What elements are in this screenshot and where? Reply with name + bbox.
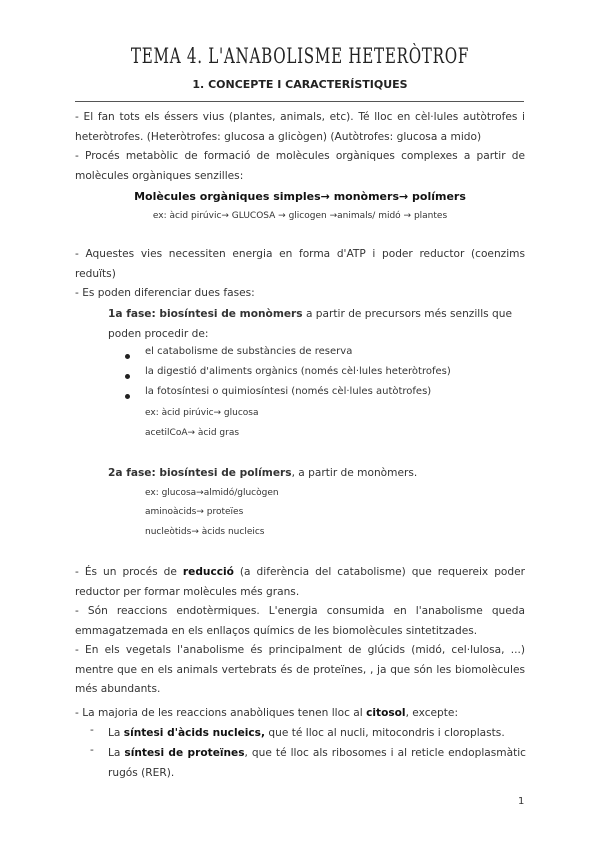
dash-icon: - <box>90 744 94 756</box>
bold-term: síntesi d'àcids nucleics, <box>123 727 266 739</box>
text: , excepte: <box>405 707 459 719</box>
paragraph-3: - Aquestes vies necessiten energia en forma d'ATP i poder reductor (coenzims reduïts) <box>75 248 525 280</box>
example-line: acetilCoA→ àcid gras <box>145 428 240 438</box>
list-item: la fotosíntesi o quimiosíntesi (només cèl·lules autòtrofes) <box>145 386 432 397</box>
bullet-icon <box>125 354 130 359</box>
phase-2 <box>108 464 526 484</box>
list-item: el catabolisme de substàncies de reserva <box>145 346 353 357</box>
divider <box>75 101 524 102</box>
section-heading: 1. CONCEPTE I CARACTERÍSTIQUES <box>192 78 408 91</box>
key-example: ex: àcid pirúvic→ GLUCOSA → glicogen →animals/ midó → plantes <box>152 211 448 221</box>
bold-term: síntesi de proteïnes <box>124 747 245 759</box>
key-sequence: Molècules orgàniques simples→ monòmers→ polímers <box>134 190 466 203</box>
paragraph-8 <box>75 704 525 724</box>
text: La <box>108 747 125 759</box>
phase-1 <box>108 305 526 344</box>
bold-term: citosol <box>366 707 406 719</box>
list-item: la digestió d'aliments orgànics (només cèl·lules heteròtrofes) <box>145 366 451 377</box>
text: , que té lloc als ribosomes i al reticle endoplasmàtic rugós (RER). <box>108 747 527 779</box>
example-line: aminoàcids→ proteïes <box>145 507 244 517</box>
exception-2 <box>108 744 526 783</box>
page-number: 1 <box>518 796 525 807</box>
paragraph-5 <box>75 563 525 602</box>
text: que té lloc al nucli, mitocondris i cloroplasts. <box>265 727 505 739</box>
phase-2-heading: 2a fase: biosíntesi de polímers <box>108 467 292 479</box>
exception-1 <box>108 724 526 744</box>
text: - És un procés de <box>75 566 183 578</box>
bullet-icon <box>125 374 130 379</box>
phase-1-heading: 1a fase: biosíntesi de monòmers <box>108 308 303 320</box>
bold-term: reducció <box>182 566 234 578</box>
paragraph-1: - El fan tots els éssers vius (plantes, animals, etc). Té lloc en cèl·lules autòtrofes i heteròtrofes. (Heteròtrofes: glucosa a glicògen) (Autòtrofes: glucosa a mido) <box>75 111 525 143</box>
page-title: TEMA 4. L'ANABOLISME HETERÒTROF <box>130 44 470 68</box>
text: La <box>108 727 124 739</box>
paragraph-2: - Procés metabòlic de formació de molècules orgàniques complexes a partir de molècules orgàniques senzilles: <box>75 150 525 182</box>
dash-icon: - <box>90 724 94 736</box>
paragraph-4: - Es poden diferenciar dues fases: <box>75 287 255 299</box>
example-line: nucleòtids→ àcids nucleics <box>145 527 265 537</box>
paragraph-7: - En els vegetals l'anabolisme és principalment de glúcids (midó, cel·lulosa, ...) mentre que en els animals vertebrats és de proteïnes, , ja que són les biomolècules més abundants. <box>75 644 525 695</box>
text: - La majoria de les reaccions anabòliques tenen lloc al <box>75 707 367 719</box>
bullet-icon <box>125 394 130 399</box>
phase-1-text: a partir de precursors més senzills que poden procedir de: <box>108 308 513 340</box>
text: (a diferència del catabolisme) que requereix poder reductor per formar molècules més grans. <box>75 566 526 598</box>
paragraph-6: - Són reaccions endotèrmiques. L'energia consumida en l'anabolisme queda emmagatzemada en els enllaços químics de les biomolècules sintetitzades. <box>75 605 525 637</box>
phase-2-text: , a partir de monòmers. <box>291 467 418 479</box>
example-line: ex: àcid pirúvic→ glucosa <box>145 408 259 418</box>
example-line: ex: glucosa→almidó/glucògen <box>145 488 279 498</box>
